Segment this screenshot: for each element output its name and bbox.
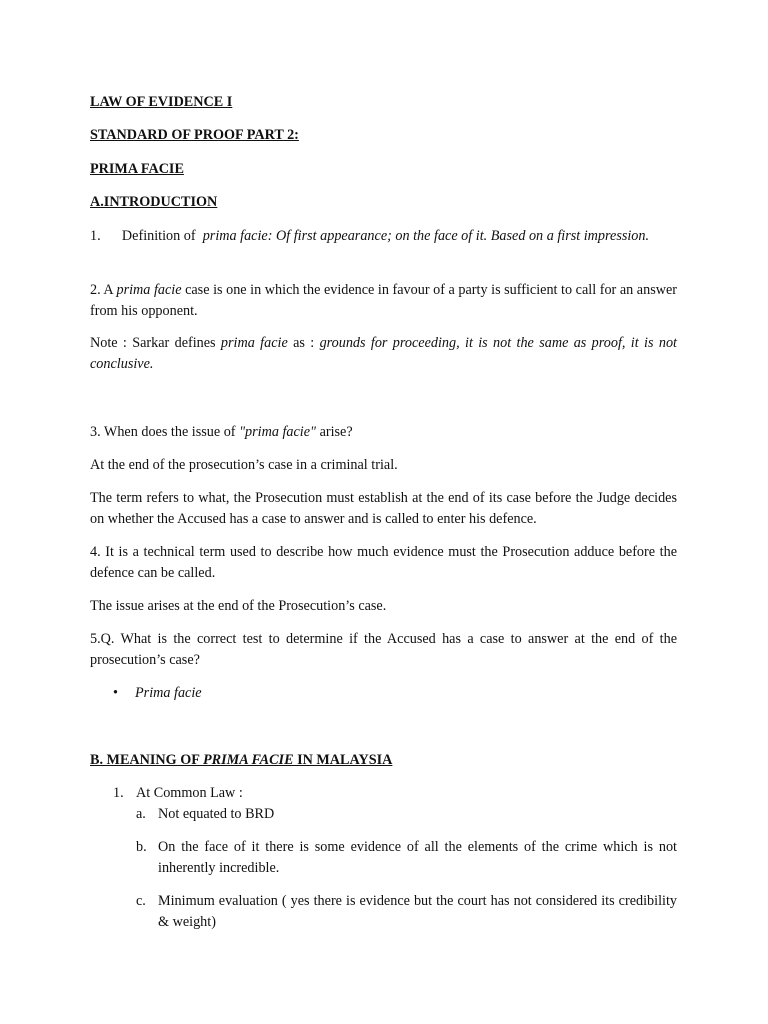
paragraph-3-suffix: arise? <box>316 424 353 440</box>
sub-item-a-letter: a. <box>136 806 146 822</box>
paragraph-1 <box>90 226 677 247</box>
paragraph-1-label: Definition of <box>121 228 200 244</box>
note-term: prima facie <box>220 335 288 351</box>
paragraph-1-definition: prima facie: Of first appearance; on the face of it. Based on a first impression. <box>202 228 650 244</box>
section-b-suffix: IN MALAYSIA <box>293 752 393 768</box>
paragraph-3-answer: At the end of the prosecution’s case in a criminal trial. <box>90 457 398 473</box>
note-paragraph <box>90 333 677 375</box>
sub-item-a-text: Not equated to BRD <box>158 806 275 822</box>
bullet-icon: • <box>113 685 118 701</box>
sub-item-c-text: Minimum evaluation ( yes there is evidence but the court has not considered its credibility & weight) <box>158 893 677 930</box>
note-mid: as : <box>287 335 320 351</box>
paragraph-2-term: prima facie <box>116 282 182 298</box>
sub-item-b-text: On the face of it there is some evidence of all the elements of the crime which is not inherently incredible. <box>158 839 677 876</box>
paragraph-2-prefix: 2. A <box>90 282 117 298</box>
paragraph-2-text: case is one in which the evidence in favour of a party is sufficient to call for an answer from his opponent. <box>90 282 677 319</box>
paragraph-4-issue: The issue arises at the end of the Prosecution’s case. <box>90 598 387 614</box>
list-label: At Common Law : <box>136 785 243 801</box>
bullet-item <box>113 683 202 704</box>
list-number: 1. <box>113 785 124 801</box>
section-a-heading: A.INTRODUCTION <box>90 194 218 210</box>
paragraph-3-term: "prima facie" <box>239 424 317 440</box>
paragraph-3-prefix: 3. When does the issue of <box>90 424 240 440</box>
paragraph-1-number: 1. <box>90 228 101 244</box>
paragraph-3-term-explanation: The term refers to what, the Prosecution must establish at the end of its case before the Judge decides on whether the Accused has a case to answer and is called to enter his defence. <box>90 490 677 527</box>
document-subtitle: STANDARD OF PROOF PART 2: <box>90 127 299 143</box>
paragraph-5: 5.Q. What is the correct test to determine if the Accused has a case to answer at the end of the prosecution’s case? <box>90 631 677 668</box>
topic-heading: PRIMA FACIE <box>90 161 184 177</box>
sub-item-c-letter: c. <box>136 893 146 909</box>
document-title: LAW OF EVIDENCE I <box>90 94 233 110</box>
note-prefix: Note : Sarkar defines <box>90 335 221 351</box>
note-definition: grounds for proceeding, it is not the same as proof, it is not conclusive. <box>90 335 677 372</box>
paragraph-2 <box>90 280 677 322</box>
section-b-heading: B. MEANING OF PRIMA FACIE IN MALAYSIA <box>90 752 393 768</box>
sub-item-b-letter: b. <box>136 839 147 855</box>
bullet-text: Prima facie <box>135 685 202 701</box>
paragraph-4: 4. It is a technical term used to describe how much evidence must the Prosecution adduce before the defence can be called. <box>90 544 677 581</box>
paragraph-3 <box>90 422 677 443</box>
section-b-term: PRIMA FACIE <box>202 752 294 768</box>
